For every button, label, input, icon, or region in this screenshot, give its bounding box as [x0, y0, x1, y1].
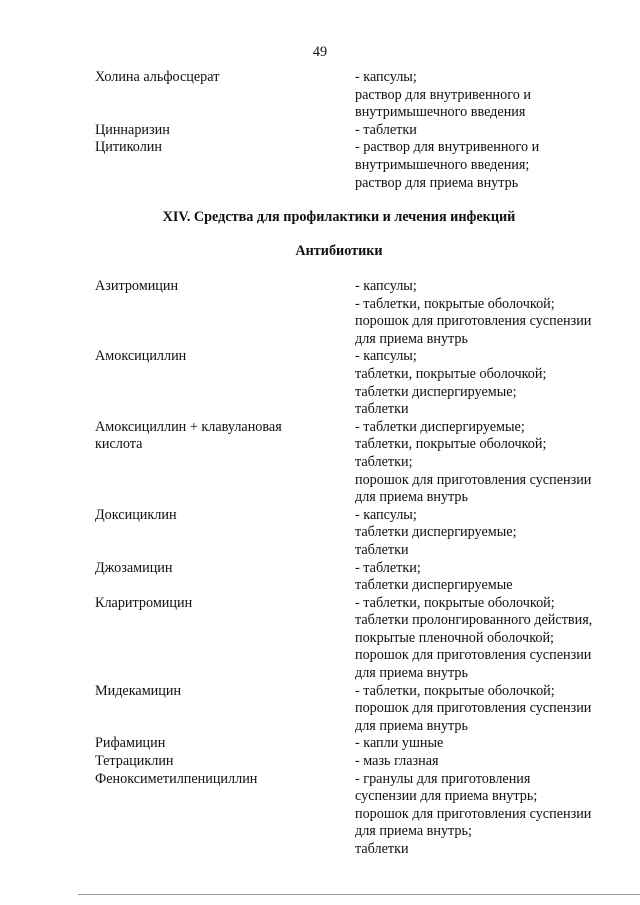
- drug-entry: [0, 139, 640, 192]
- drug-entry: [0, 771, 640, 859]
- page-number: 49: [312, 44, 328, 60]
- dosage-form-line: порошок для приготовления суспензии: [355, 805, 592, 822]
- dosage-form-line: - таблетки, покрытые оболочкой;: [355, 594, 555, 611]
- drug-entry: [0, 122, 640, 140]
- drug-name: Тетрациклин: [95, 753, 174, 770]
- dosage-form-line: - таблетки, покрытые оболочкой;: [355, 682, 555, 699]
- dosage-form-line: порошок для приготовления суспензии: [355, 313, 592, 330]
- dosage-forms: [355, 753, 625, 771]
- dosage-form-line: - раствор для внутривенного и: [355, 139, 540, 156]
- dosage-form-line: внутримышечного введения;: [355, 156, 530, 173]
- dosage-forms: [355, 122, 625, 140]
- drug-name: Амоксициллин: [95, 348, 187, 365]
- dosage-form-line: - таблетки: [355, 121, 417, 138]
- dosage-form-line: таблетки диспергируемые: [355, 577, 513, 594]
- drug-name: Цитиколин: [95, 139, 162, 156]
- dosage-form-line: - таблетки;: [355, 559, 421, 576]
- dosage-form-line: таблетки, покрытые оболочкой;: [355, 436, 547, 453]
- dosage-form-line: - капли ушные: [355, 735, 444, 752]
- dosage-form-line: таблетки;: [355, 453, 413, 470]
- dosage-forms: [355, 560, 625, 595]
- drug-entry: [0, 735, 640, 753]
- dosage-form-line: раствор для внутривенного и: [355, 86, 531, 103]
- dosage-form-line: порошок для приготовления суспензии: [355, 471, 592, 488]
- drug-entry: [0, 69, 640, 122]
- drug-entry: [0, 348, 640, 418]
- dosage-forms: [355, 348, 625, 418]
- subsection-title: Антибиотики: [295, 243, 383, 259]
- dosage-form-line: таблетки диспергируемые;: [355, 524, 517, 541]
- drug-entry: [0, 753, 640, 771]
- dosage-form-line: покрытые пленочной оболочкой;: [355, 629, 554, 646]
- drug-entry: [0, 595, 640, 683]
- drug-name: Феноксиметилпенициллин: [95, 770, 258, 787]
- drug-entry: [0, 278, 640, 348]
- dosage-form-line: - мазь глазная: [355, 753, 439, 770]
- dosage-forms: [355, 771, 625, 859]
- drug-name: Мидекамицин: [95, 682, 182, 699]
- dosage-forms: [355, 139, 625, 192]
- dosage-form-line: таблетки: [355, 541, 409, 558]
- dosage-form-line: для приема внутрь: [355, 665, 468, 682]
- dosage-form-line: - капсулы;: [355, 69, 417, 85]
- dosage-forms: [355, 683, 625, 736]
- dosage-form-line: - гранулы для приготовления: [355, 770, 531, 787]
- dosage-form-line: для приема внутрь: [355, 489, 468, 506]
- dosage-forms: [355, 735, 625, 753]
- dosage-form-line: таблетки пролонгированного действия,: [355, 612, 593, 629]
- dosage-form-line: - капсулы;: [355, 348, 417, 365]
- dosage-form-line: порошок для приготовления суспензии: [355, 700, 592, 717]
- drug-entry: [0, 419, 640, 507]
- drug-name: Доксициклин: [95, 506, 177, 523]
- dosage-form-line: таблетки, покрытые оболочкой;: [355, 365, 547, 382]
- dosage-form-line: раствор для приема внутрь: [355, 174, 519, 191]
- dosage-form-line: таблетки: [355, 841, 409, 857]
- drug-name: Джозамицин: [95, 559, 173, 576]
- entries-top: [0, 69, 640, 192]
- dosage-form-line: - таблетки, покрытые оболочкой;: [355, 295, 555, 312]
- page-edge-rule: [78, 894, 640, 895]
- dosage-forms: [355, 419, 625, 507]
- dosage-forms: [355, 595, 625, 683]
- drug-name: Азитромицин: [95, 278, 179, 294]
- dosage-form-line: порошок для приготовления суспензии: [355, 647, 592, 664]
- drug-entry: [0, 683, 640, 736]
- dosage-form-line: для приема внутрь;: [355, 823, 472, 840]
- dosage-form-line: для приема внутрь: [355, 717, 468, 734]
- drug-name: Холина альфосцерат: [95, 69, 220, 85]
- dosage-form-line: - капсулы;: [355, 506, 417, 523]
- dosage-form-line: для приема внутрь: [355, 330, 468, 347]
- dosage-forms: [355, 507, 625, 560]
- dosage-forms: [355, 69, 625, 122]
- drug-name: Рифамицин: [95, 735, 166, 752]
- dosage-form-line: таблетки диспергируемые;: [355, 383, 517, 400]
- dosage-forms: [355, 278, 625, 348]
- dosage-form-line: - капсулы;: [355, 278, 417, 294]
- drug-name: Кларитромицин: [95, 594, 193, 611]
- drug-entry: [0, 560, 640, 595]
- drug-name: Циннаризин: [95, 121, 170, 138]
- section-title: XIV. Средства для профилактики и лечения инфекций: [162, 209, 516, 225]
- dosage-form-line: таблетки: [355, 401, 409, 418]
- dosage-form-line: - таблетки диспергируемые;: [355, 418, 525, 435]
- entries-main: [0, 278, 640, 859]
- dosage-form-line: суспензии для приема внутрь;: [355, 788, 538, 805]
- drug-entry: [0, 507, 640, 560]
- dosage-form-line: внутримышечного введения: [355, 104, 526, 121]
- drug-name: Амоксициллин + клавулановая кислота: [95, 418, 282, 453]
